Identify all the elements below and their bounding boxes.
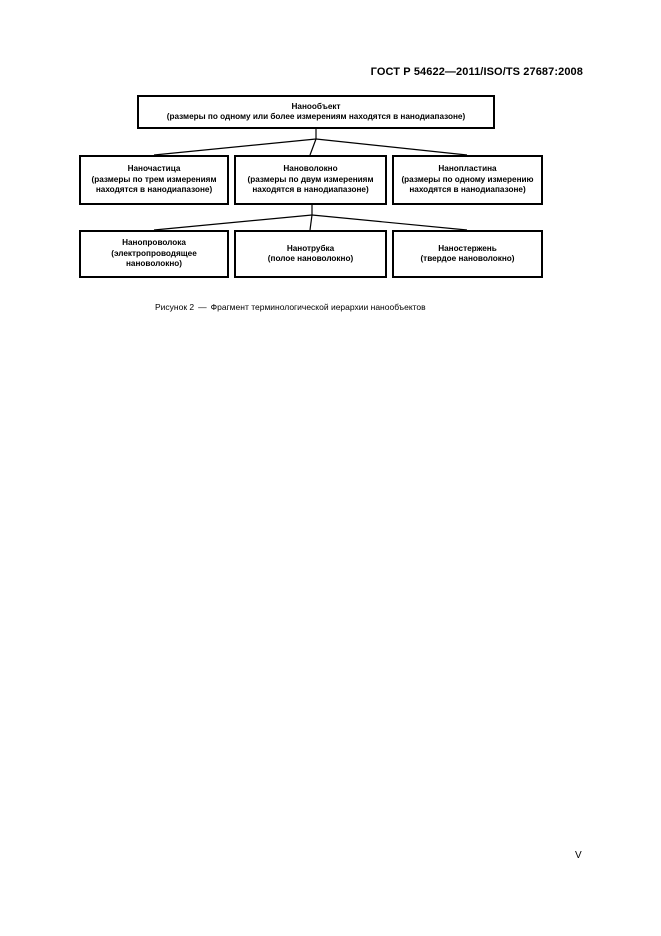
node-description: нановолокно) xyxy=(125,259,183,269)
caption-text: Фрагмент терминологической иерархии нанообъектов xyxy=(210,302,426,312)
connector-n2-n6 xyxy=(312,215,467,230)
node-description: (полое нановолокно) xyxy=(267,254,354,263)
node-nanoobject xyxy=(137,95,495,129)
connector-n2-n4 xyxy=(154,215,312,230)
connector-n2-n5 xyxy=(310,215,312,230)
caption-dash: — xyxy=(198,302,207,312)
connector-root-n2 xyxy=(310,139,316,155)
node-description: (размеры по одному измерению xyxy=(401,174,534,184)
node-title: Нановолокно xyxy=(283,164,338,174)
node-title: Нанопроволока xyxy=(122,238,186,248)
node-description: находятся в нанодиапазоне) xyxy=(252,185,369,195)
page-number: V xyxy=(575,850,582,861)
node-title: Нанотрубка xyxy=(286,243,335,253)
node-nanowire xyxy=(79,230,229,278)
node-nanoplate xyxy=(392,155,543,205)
figure-caption xyxy=(155,302,426,312)
connector-root-n1 xyxy=(154,139,316,155)
node-description: (электропроводящее xyxy=(111,248,197,258)
caption-label: Рисунок 2 xyxy=(155,302,195,312)
node-nanorod xyxy=(392,230,543,278)
document-header: ГОСТ Р 54622—2011/ISO/TS 27687:2008 xyxy=(370,66,583,78)
node-nanofiber xyxy=(234,155,387,205)
node-description: (размеры по двум измерениям xyxy=(247,174,374,184)
node-title: Нанопластина xyxy=(438,164,497,174)
node-description: (размеры по одному или более измерениям находятся в нанодиапазоне) xyxy=(166,112,466,121)
node-nanoparticle xyxy=(79,155,229,205)
node-description: (размеры по трем измерениям xyxy=(91,174,217,184)
node-nanotube xyxy=(234,230,387,278)
node-description: находятся в нанодиапазоне) xyxy=(409,185,526,195)
node-description: находятся в нанодиапазоне) xyxy=(95,185,213,195)
node-description: (твердое нановолокно) xyxy=(420,254,515,263)
node-title: Наностержень xyxy=(438,243,497,253)
connector-root-n3 xyxy=(316,139,467,155)
node-title: Нанообъект xyxy=(291,101,341,111)
node-title: Наночастица xyxy=(127,164,181,174)
